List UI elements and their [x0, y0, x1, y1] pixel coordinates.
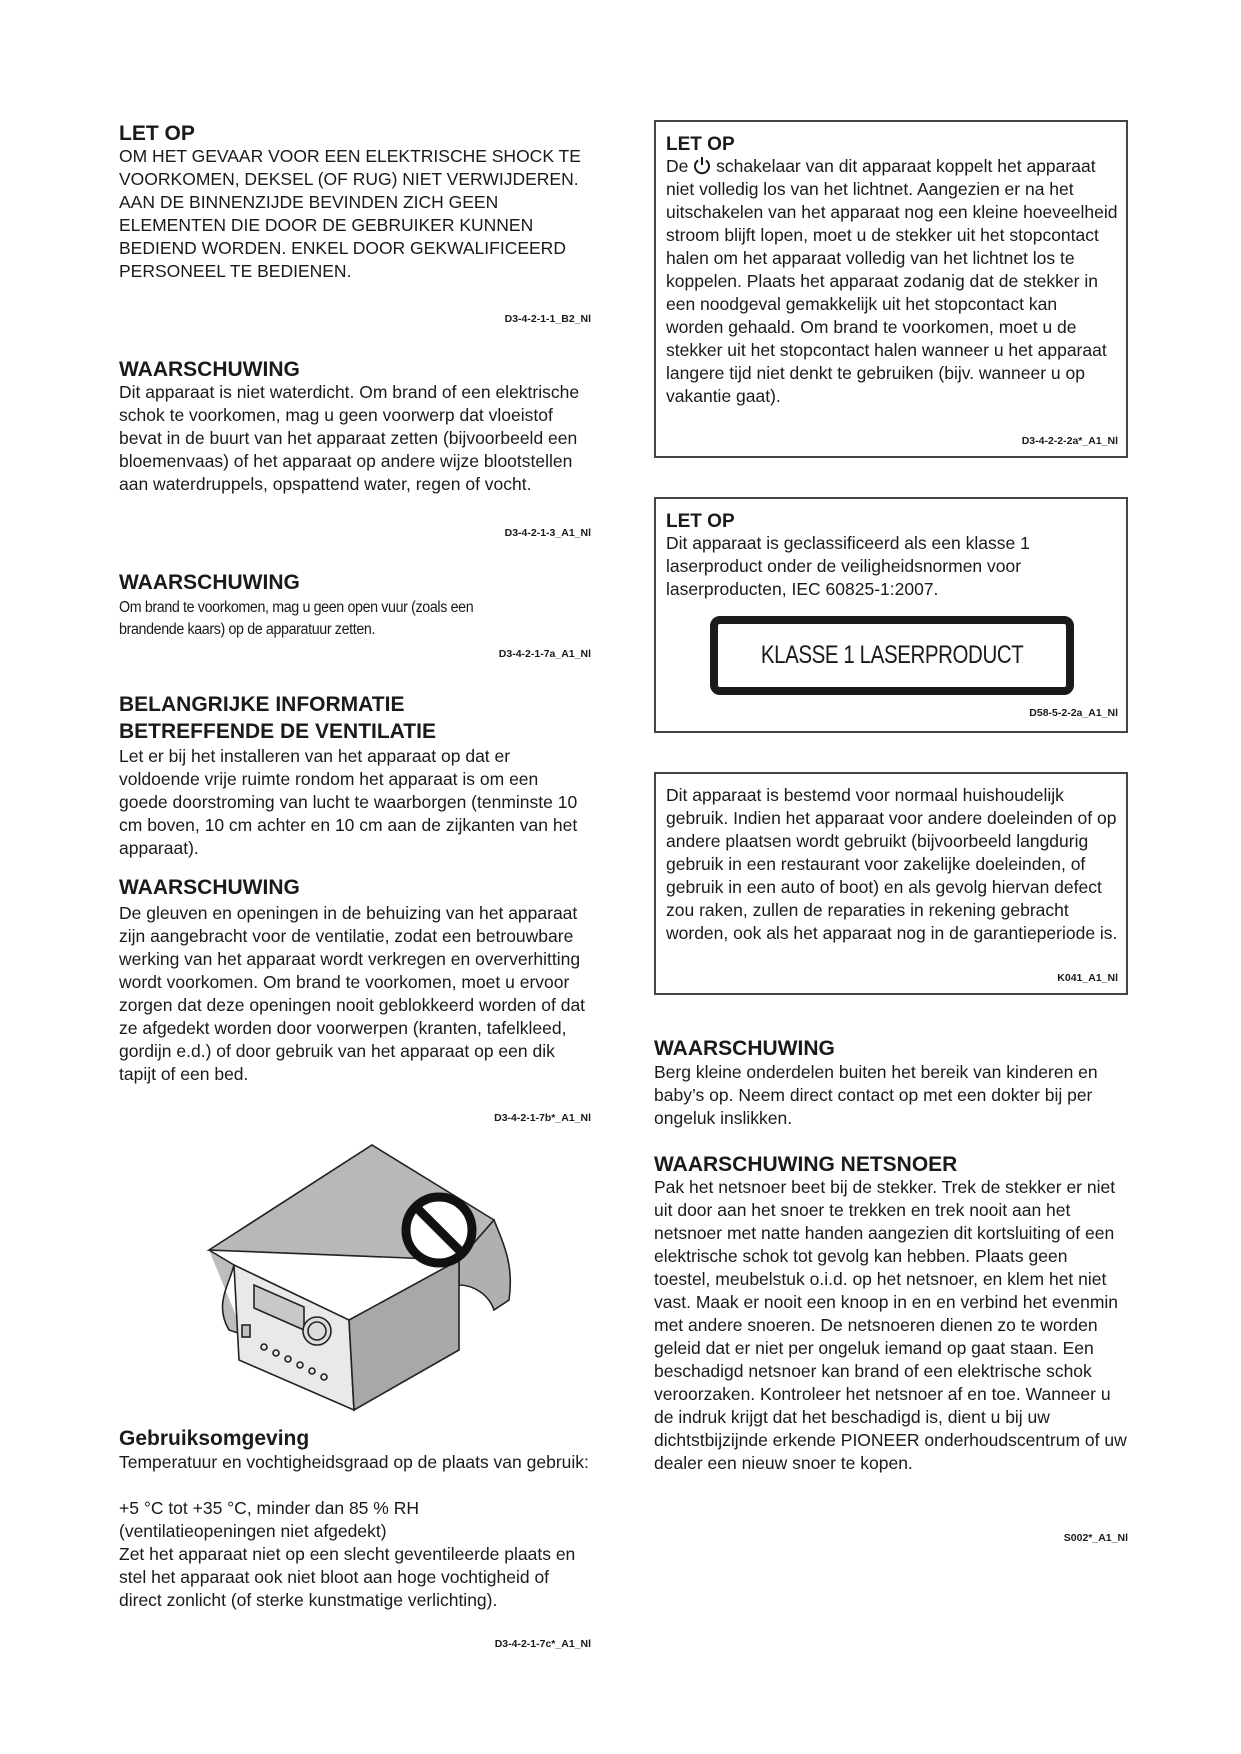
caution-title: LET OP — [119, 122, 195, 145]
warning-title: WAARSCHUWING — [654, 1037, 835, 1060]
environment-text: Zet het apparaat niet op een slecht geventileerde plaats en stel het apparaat ook niet bloot aan hoge vochtigheid of direct zonlicht (of sterke kunstmatige verlichting). — [119, 1544, 576, 1610]
reference-code: D3-4-2-2-2a*_A1_Nl — [1021, 435, 1118, 447]
covered-device-illustration — [204, 1135, 524, 1415]
laser-caution-text: Dit apparaat is geclassificeerd als een klasse 1 laserproduct onder de veiligheidsnormen voor laserproducten, IEC 60825-1:2007. — [666, 533, 1030, 599]
laser-caution-box — [654, 497, 1128, 733]
warning-title: WAARSCHUWING — [119, 571, 300, 594]
reference-code: D3-4-2-1-3_A1_Nl — [504, 527, 591, 539]
warning-text: De gleuven en openingen in de behuizing van het apparaat zijn aangebracht voor de ventilatie, zodat een betrouwbare werking van het apparaat wordt verkregen en oververhitting wordt voorkomen. Om brand te voorkomen, moet u ervoor zorgen dat deze openingen nooit geblokkeerd worden of dat ze afgedekt worden door voorwerpen (kranten, tafelkleed, gordijn e.d.) of door gebruik van het apparaat op een dik tapijt of een bed. — [119, 903, 586, 1084]
ventilation-title-line2: BETREFFENDE DE VENTILATIE — [119, 720, 436, 743]
power-cord-warning-title: WAARSCHUWING NETSNOER — [654, 1153, 958, 1176]
caution-text: OM HET GEVAAR VOOR EEN ELEKTRISCHE SHOCK TE VOORKOMEN, DEKSEL (OF RUG) NIET VERWIJDEREN. AAN DE BINNENZIJDE BEVINDEN ZICH GEEN ELEMENTEN DIE DOOR DE GEBRUIKER KUNNEN BEDIEND WORDEN. ENKEL DOOR GEKWALIFICEERD PERSONEEL TE BEDIENEN. — [119, 146, 581, 281]
environment-title: Gebruiksomgeving — [119, 1427, 310, 1450]
power-caution-text: De schakelaar van dit apparaat koppelt het apparaat niet volledig los van het lichtnet. Aangezien er na het uitschakelen van het apparaat nog een kleine hoeveelheid stroom blijft lopen, moet u de stekker uit het stopcontact halen om het apparaat volledig van het lichtnet los te koppelen. Plaats het apparaat zodanig dat de stekker in een noodgeval gemakkelijk uit het stopcontact kan worden gehaald. Om brand te voorkomen, moet u de stekker uit het stopcontact halen wanneer u het apparaat langere tijd niet denkt te gebruiken (bijv. wanneer u op vakantie gaat). — [666, 156, 1118, 406]
reference-code: D58-5-2-2a_A1_Nl — [1029, 707, 1118, 719]
laser-class-label-text: KLASSE 1 LASERPRODUCT — [760, 641, 1024, 669]
environment-note: (ventilatieopeningen niet afgedekt) — [119, 1521, 387, 1541]
warning-title: WAARSCHUWING — [119, 358, 300, 381]
reference-code: S002*_A1_Nl — [1063, 1532, 1128, 1544]
warning-text: Dit apparaat is niet waterdicht. Om brand of een elektrische schok te voorkomen, mag u geen voorwerp dat vloeistof bevat in de buurt van het apparaat zetten (bijvoorbeeld een bloemenvaas) of het apparaat op andere wijze blootstellen aan waterdruppels, opspattend water, regen of vocht. — [119, 382, 580, 494]
warning-text: Om brand te voorkomen, mag u geen open vuur (zoals een brandende kaars) op de apparatuur zetten. — [119, 599, 474, 638]
ventilation-text: Let er bij het installeren van het apparaat op dat er voldoende vrije ruimte rondom het apparaat is om een goede doorstroming van lucht te waarborgen (tenminste 10 cm boven, 10 cm achter en 10 cm aan de zijkanten van het apparaat). — [119, 746, 578, 858]
reference-code: D3-4-2-1-1_B2_Nl — [504, 313, 591, 325]
small-parts-warning-text: Berg kleine onderdelen buiten het bereik van kinderen en baby’s op. Neem direct contact op met een dokter bij per ongeluk inslikken. — [654, 1062, 1098, 1128]
power-icon — [693, 156, 711, 175]
laser-class-label — [710, 616, 1074, 695]
caution-title: LET OP — [666, 134, 735, 155]
power-caution-box — [654, 120, 1128, 458]
power-cord-warning-text: Pak het netsnoer beet bij de stekker. Trek de stekker er niet uit door aan het snoer te trekken en trek nooit aan het netsnoer met natte handen aangezien dit kortsluiting of een elektrische schok tot gevolg kan hebben. Plaats geen toestel, meubelstuk o.i.d. op het netsnoer, en klem het niet vast. Maak er nooit een knoop in en en verbind het evenmin met andere snoeren. De netsnoeren dienen zo te worden geleid dat er niet per ongeluk iemand op gaat staan. Een beschadigd netsnoer kan brand of een elektrische schok veroorzaken. Kontroleer het netsnoer af en toe. Wanneer u de indruk krijgt dat het beschadigd is, dient u bij uw dichtstbijzijnde erkende PIONEER onderhoudscentrum of uw dealer een nieuw snoer te kopen. — [654, 1177, 1127, 1473]
reference-code: D3-4-2-1-7a_A1_Nl — [498, 648, 591, 660]
environment-range: +5 °C tot +35 °C, minder dan 85 % RH — [119, 1498, 419, 1518]
ventilation-title-line1: BELANGRIJKE INFORMATIE — [119, 693, 405, 716]
household-text: Dit apparaat is bestemd voor normaal huishoudelijk gebruik. Indien het apparaat voor andere doeleinden of op andere plaatsen wordt gebruikt (bijvoorbeeld langdurig gebruik in een restaurant voor zakelijke doeleinden, of gebruik in een auto of boot) en als gevolg hiervan defect zou raken, zullen de reparaties in rekening gebracht worden, ook als het apparaat nog in de garantieperiode is. — [666, 785, 1118, 943]
caution-title: LET OP — [666, 511, 735, 532]
environment-conditions: Temperatuur en vochtigheidsgraad op de plaats van gebruik: — [119, 1452, 589, 1472]
reference-code: D3-4-2-1-7b*_A1_Nl — [494, 1112, 591, 1124]
warning-title: WAARSCHUWING — [119, 876, 300, 899]
prohibition-icon — [406, 1197, 472, 1263]
reference-code: D3-4-2-1-7c*_A1_Nl — [494, 1638, 591, 1650]
reference-code: K041_A1_Nl — [1057, 972, 1118, 984]
household-use-box — [654, 772, 1128, 995]
